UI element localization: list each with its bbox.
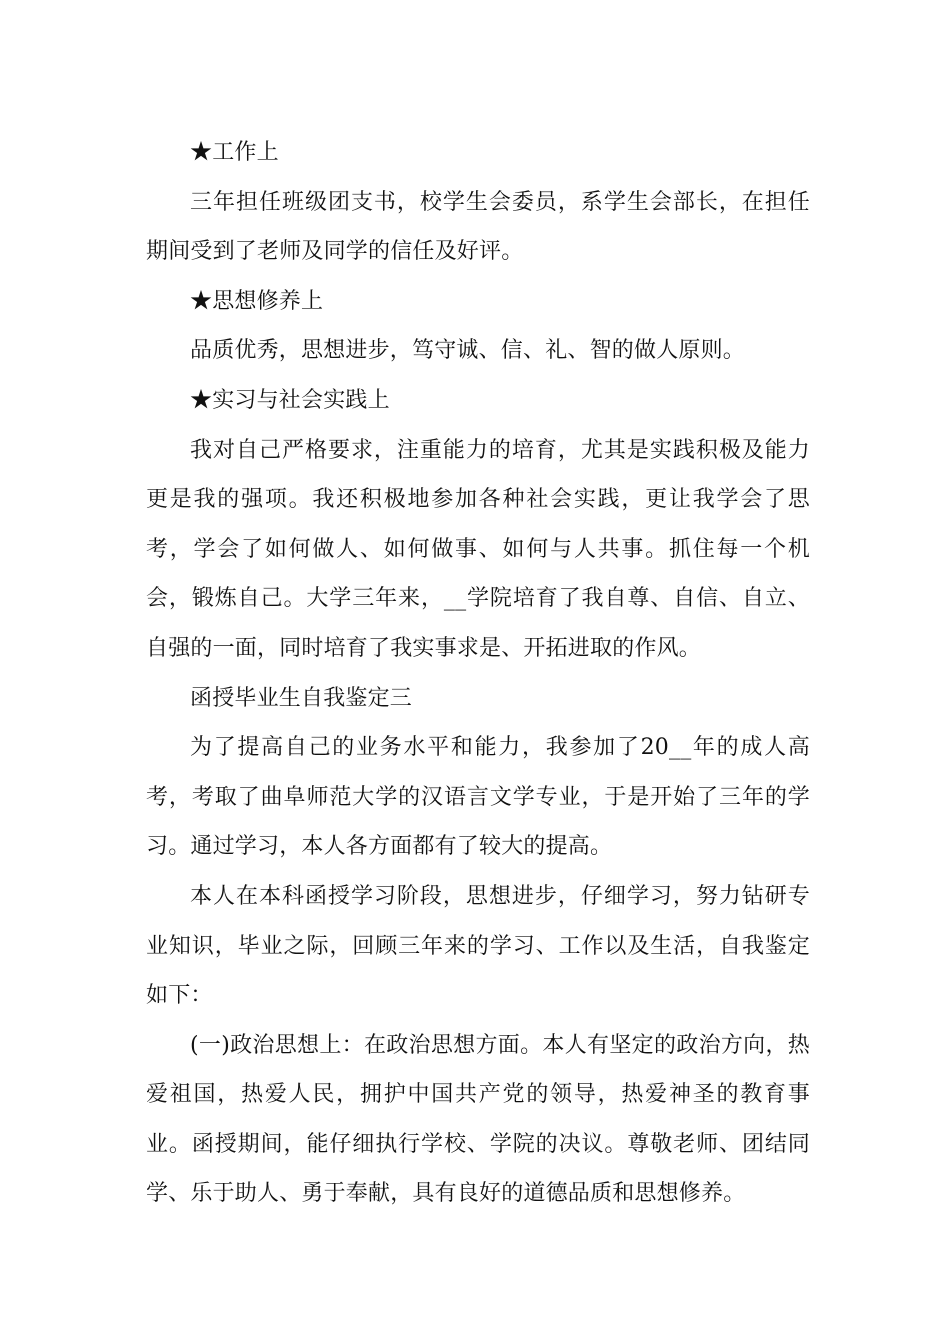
paragraph-political: (一)政治思想上：在政治思想方面。本人有坚定的政治方向，热爱祖国，热爱人民，拥护中国共产党的领导，热爱神圣的教育事业。函授期间，能仔细执行学校、学院的决议。尊敬老师、团结同学、乐于助人、勇于奉献，具有良好的道德品质和思想修养。 [146, 1032, 810, 1207]
paragraph-practice: 我对自己严格要求，注重能力的培育，尤其是实践积极及能力更是我的强项。我还积极地参加各种社会实践，更让我学会了思考，学会了如何做人、如何做事、如何与人共事。抓住每一个机会，锻炼自己。大学三年来，__学院培育了我自尊、自信、自立、自强的一面，同时培育了我实事求是、开拓进取的作风。 [146, 437, 810, 661]
section-title-appraisal-three: 函授毕业生自我鉴定三 [190, 685, 413, 711]
paragraph-exam: 为了提高自己的业务水平和能力，我参加了20__年的成人高考，考取了曲阜师范大学的汉语言文学专业，于是开始了三年的学习。通过学习，本人各方面都有了较大的提高。 [146, 735, 810, 860]
section-heading-work: ★工作上 [190, 140, 279, 165]
paragraph-work: 三年担任班级团支书，校学生会委员，系学生会部长，在担任期间受到了老师及同学的信任及好评。 [146, 189, 810, 265]
section-heading-practice: ★实习与社会实践上 [190, 387, 390, 413]
paragraph-summary: 本人在本科函授学习阶段，思想进步，仔细学习，努力钻研专业知识，毕业之际，回顾三年来的学习、工作以及生活，自我鉴定如下： [146, 883, 810, 1009]
section-heading-ideology: ★思想修养上 [190, 288, 324, 314]
paragraph-ideology: 品质优秀，思想进步，笃守诚、信、礼、智的做人原则。 [190, 338, 746, 364]
document-body [146, 128, 810, 1219]
